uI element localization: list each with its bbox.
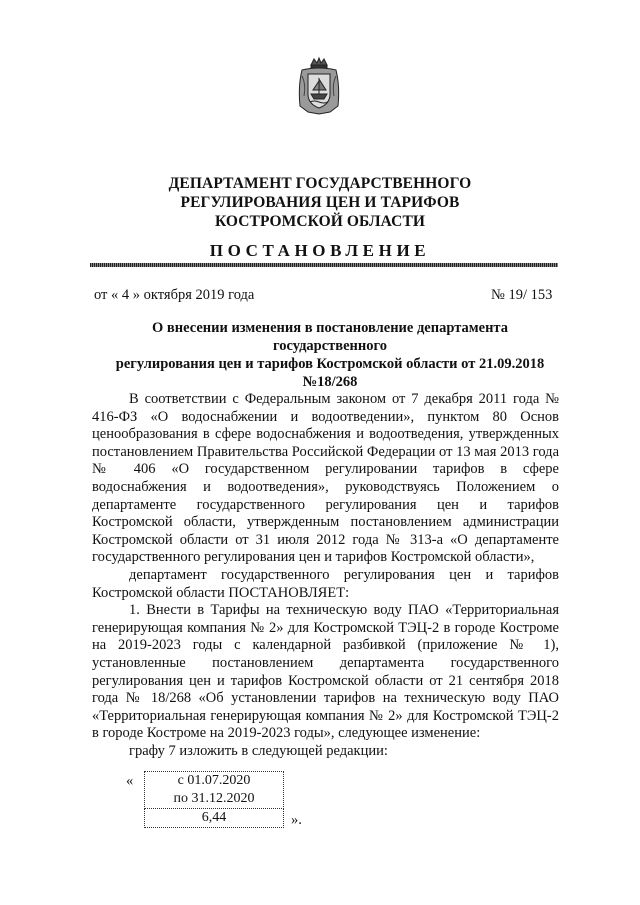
table-cell-period bbox=[145, 772, 284, 809]
table-cell-value: 6,44 bbox=[145, 809, 284, 828]
subject-line: О внесении изменения в постановление департамента государственного bbox=[152, 320, 508, 354]
department-header-line: РЕГУЛИРОВАНИЯ ЦЕН И ТАРИФОВ bbox=[180, 194, 460, 211]
subject-line: №18/268 bbox=[302, 374, 358, 390]
department-header bbox=[0, 174, 640, 231]
coat-of-arms-emblem bbox=[296, 56, 342, 116]
document-body bbox=[92, 391, 559, 760]
document-type-title: ПОСТАНОВЛЕНИЕ bbox=[209, 241, 431, 260]
tariff-table bbox=[144, 771, 284, 828]
subject-line: регулирования цен и тарифов Костромской области от 21.09.2018 bbox=[115, 356, 545, 372]
table-quote-close: ». bbox=[291, 812, 302, 828]
body-paragraph: графу 7 изложить в следующей редакции: bbox=[129, 742, 388, 759]
document-date: от « 4 » октября 2019 года bbox=[94, 287, 255, 303]
body-paragraph: департамент государственного регулирования цен и тарифов Костромской области ПОСТАНОВЛЯЕТ: bbox=[92, 566, 559, 601]
title-divider bbox=[90, 263, 558, 267]
body-paragraph: В соответствии с Федеральным законом от 7 декабря 2011 года № 416-ФЗ «О водоснабжении и водоотведении», пунктом 80 Основ ценообразования в сфере водоснабжения и водоотведения, утвержденных постановлением Правительства Российской Федерации от 13 мая 2013 года № 406 «О государственном регулировании тарифов в сфере водоснабжения и водоотведения», руководствуясь Положением о департаменте государственного регулирования цен и тарифов Костромской области, утвержденным постановлением администрации Костромской области от 31 июля 2012 года № 313-а «О департаменте государственного регулирования цен и тарифов Костромской области», bbox=[92, 391, 559, 566]
body-paragraph: 1. Внести в Тарифы на техническую воду ПАО «Территориальная генерирующая компания № 2» для Костромской ТЭЦ-2 в городе Костроме на 2019-2023 годы с календарной разбивкой (приложение № 1), установленные постановлением департамента государственного регулирования цен и тарифов Костромской области от 21 сентября 2018 года № 18/268 «Об установлении тарифов на техническую воду ПАО «Территориальная генерирующая компания № 2» для Костромской ТЭЦ-2 в городе Костроме на 2019-2023 годы», следующее изменение: bbox=[92, 602, 559, 742]
table-quote-open: « bbox=[126, 773, 134, 789]
table-row bbox=[145, 809, 284, 828]
table-row bbox=[145, 772, 284, 809]
department-header-line: КОСТРОМСКОЙ ОБЛАСТИ bbox=[214, 213, 426, 230]
period-to: по 31.12.2020 bbox=[173, 791, 255, 806]
document-subject bbox=[100, 319, 560, 391]
document-number: № 19/ 153 bbox=[491, 287, 553, 303]
period-from: с 01.07.2020 bbox=[177, 773, 251, 788]
department-header-line: ДЕПАРТАМЕНТ ГОСУДАРСТВЕННОГО bbox=[168, 175, 472, 192]
